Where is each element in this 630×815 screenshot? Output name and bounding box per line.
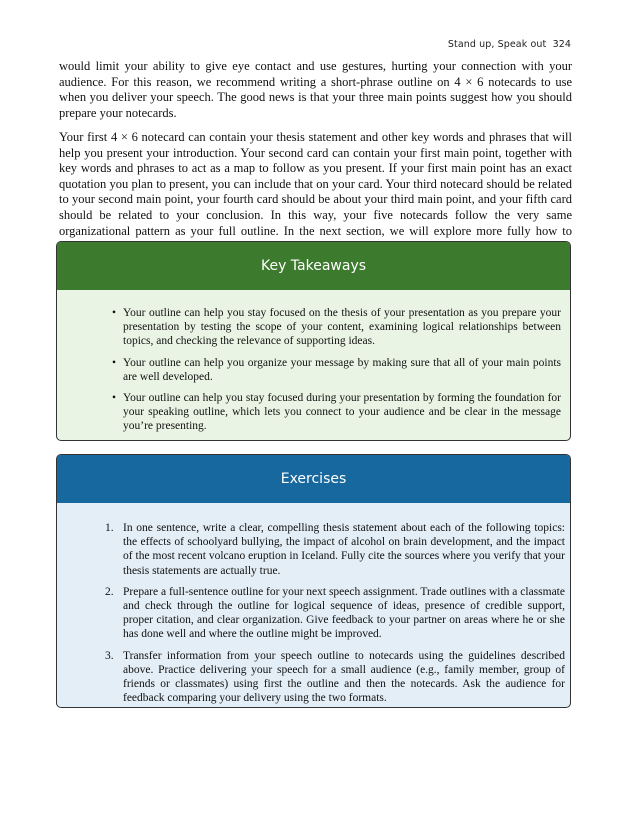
body-paragraph-1: would limit your ability to give eye contact and use gestures, hurting your connection with your audience. For this reason, we recommend writing a short-phrase outline on 4 × 6 notecards to use when you deliver your speech. The good news is that your three main points suggest how you should prepare your notecards. bbox=[59, 59, 572, 120]
exercise-item bbox=[105, 585, 565, 642]
exercise-number: 3. bbox=[105, 649, 114, 662]
exercise-number: 2. bbox=[105, 585, 114, 598]
exercise-text: Prepare a full-sentence outline for your next speech assignment. Trade outlines with a classmate and check through the outline for logical sequence of ideas, presence of credible support, proper citation, and clear organization. Give feedback to your partner on areas where he or she has done well and where the outline might be improved. bbox=[123, 585, 565, 641]
key-takeaways-title: Key Takeaways bbox=[57, 242, 570, 290]
takeaway-item: • Your outline can help you organize your message by making sure that all of your main points are well developed. bbox=[123, 356, 561, 384]
exercise-text: Transfer information from your speech outline to notecards using the guidelines described above. Practice delivering your speech for a small audience (e.g., family member, group of friends or classmates) using first the outline and then the notecards. Ask the audience for feedback comparing your delivery using the two formats. bbox=[123, 649, 565, 705]
takeaway-item: • Your outline can help you stay focused during your presentation by forming the foundation for your speaking outline, which lets you connect to your audience and be clear in the message you’re presenting. bbox=[123, 391, 561, 434]
takeaways-list bbox=[123, 306, 561, 441]
exercise-text: In one sentence, write a clear, compelling thesis statement about each of the following topics: the effects of schoolyard bullying, the impact of alcohol on brain development, and the impact of the most recent volcano eruption in Iceland. Fully cite the sources where you verify that your thesis statements are actually true. bbox=[123, 522, 565, 577]
body-paragraph-2: Your first 4 × 6 notecard can contain your thesis statement and other key words and phrases that will help you present your introduction. Your second card can contain your first main point, together with key words and phrases to act as a map to follow as you present. If your first main point has an exact quotation you plan to present, you can include that on your card. Your third notecard should be related to your second main point, your fourth card should be about your third main point, and your fifth card should be related to your conclusion. In this way, your five notecards follow the very same organizational pattern as your full outline. In the next section, we will explore more fully how to bbox=[59, 130, 572, 238]
exercise-item bbox=[105, 649, 565, 706]
page-number: 324 bbox=[552, 39, 571, 50]
exercise-item bbox=[105, 521, 565, 578]
exercises-box bbox=[56, 454, 571, 708]
running-title: Stand up, Speak out bbox=[447, 39, 547, 50]
exercises-title: Exercises bbox=[57, 455, 570, 503]
exercise-number: 1. bbox=[105, 522, 114, 534]
exercises-list bbox=[105, 521, 565, 708]
key-takeaways-box bbox=[56, 241, 571, 441]
running-header bbox=[448, 39, 571, 50]
takeaway-item: • Your outline can help you stay focused on the thesis of your presentation as you prepare your presentation by testing the scope of your content, examining logical relationships between topics, and checking the relevance of supporting ideas. bbox=[123, 306, 561, 349]
